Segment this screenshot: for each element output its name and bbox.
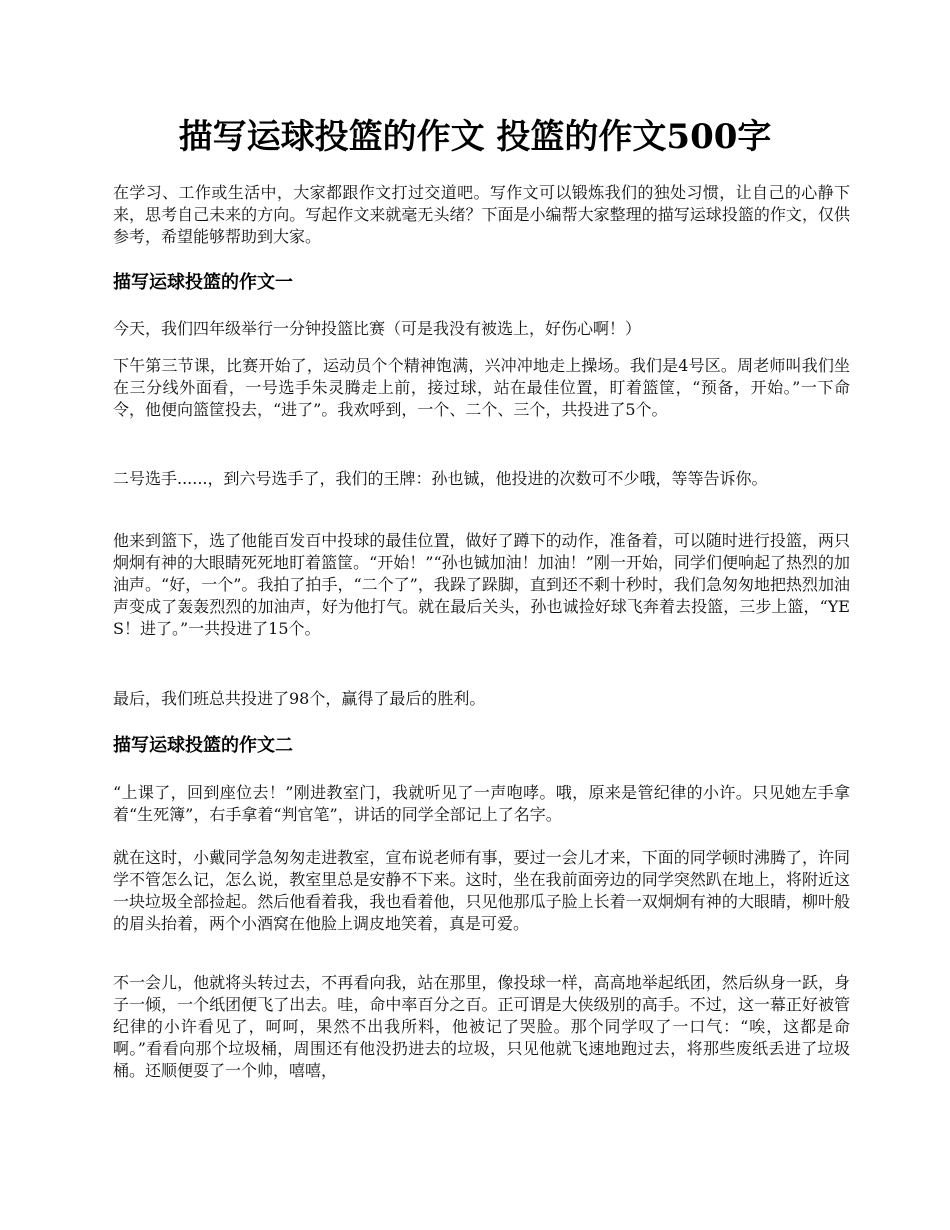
paragraph: 他来到篮下，选了他能百发百中投球的最佳位置，做好了蹲下的动作，准备着，可以随时进行投篮，两只炯炯有神的大眼睛死死地盯着篮筐。“开始！”“孙也铖加油！加油！”刚一开始，同学们便响起了热烈的加油声。“好，一个”。我拍了拍手，“二个了”，我跺了跺脚，直到还不剩十秒时，我们急匆匆地把热烈加油声变成了轰轰烈烈的加油声，好为他打气。就在最后关头，孙也诚捡好球飞奔着去投篮，三步上篮，“YES！进了。”一共投进了15个。 — [113, 531, 850, 638]
paragraph: 最后，我们班总共投进了98个，赢得了最后的胜利。 — [113, 689, 486, 708]
section-heading-2: 描写运球投篮的作文二 — [113, 735, 293, 756]
paragraph: 就在这时，小戴同学急匆匆走进教室，宣布说老师有事，要过一会儿才来，下面的同学顿时沸腾了，许同学不管怎么记，怎么说，教室里总是安静不下来。这时，坐在我前面旁边的同学突然趴在地上，将附近这一块垃圾全部捡起。然后他看着我，我也看着他，只见他那瓜子脸上长着一双炯炯有神的大眼睛，柳叶般的眉头抬着，两个小酒窝在他脸上调皮地笑着，真是可爱。 — [113, 848, 850, 933]
paragraph: 二号选手......，到六号选手了，我们的王牌：孙也铖，他投进的次数可不少哦，等等告诉你。 — [113, 469, 768, 488]
paragraph: 今天，我们四年级举行一分钟投篮比赛（可是我没有被选上，好伤心啊！） — [113, 319, 642, 338]
paragraph: 不一会儿，他就将头转过去，不再看向我，站在那里，像投球一样，高高地举起纸团，然后纵身一跃，身子一倾，一个纸团便飞了出去。哇，命中率百分之百。正可谓是大侠级别的高手。不过，这一幕正好被管纪律的小许看见了，呵呵，果然不出我所料，他被记了哭脸。那个同学叹了一口气：“唉，这都是命啊。”看看向那个垃圾桶，周围还有他没扔进去的垃圾，只见他就飞速地跑过去，将那些废纸丢进了垃圾桶。还顺便耍了一个帅，嘻嘻， — [113, 973, 850, 1080]
section-heading-1: 描写运球投篮的作文一 — [113, 272, 293, 293]
intro-paragraph: 在学习、工作或生活中，大家都跟作文打过交道吧。写作文可以锻炼我们的独处习惯，让自己的心静下来，思考自己未来的方向。写起作文来就毫无头绪？下面是小编帮大家整理的描写运球投篮的作文，仅供参考，希望能够帮助到大家。 — [113, 183, 850, 246]
paragraph: “上课了，回到座位去！”刚进教室门，我就听见了一声咆哮。哦，原来是管纪律的小许。只见她左手拿着“生死簿”，右手拿着“判官笔”，讲话的同学全部记上了名字。 — [113, 783, 850, 824]
document-title: 描写运球投篮的作文 投篮的作文500字 — [178, 117, 772, 157]
paragraph: 下午第三节课，比赛开始了，运动员个个精神饱满，兴冲冲地走上操场。我们是4号区。周老师叫我们坐在三分线外面看，一号选手朱灵腾走上前，接过球，站在最佳位置，盯着篮筐，“预备，开始。”一下命令，他便向篮筐投去，“进了”。我欢呼到，一个、二个、三个，共投进了5个。 — [113, 356, 850, 419]
